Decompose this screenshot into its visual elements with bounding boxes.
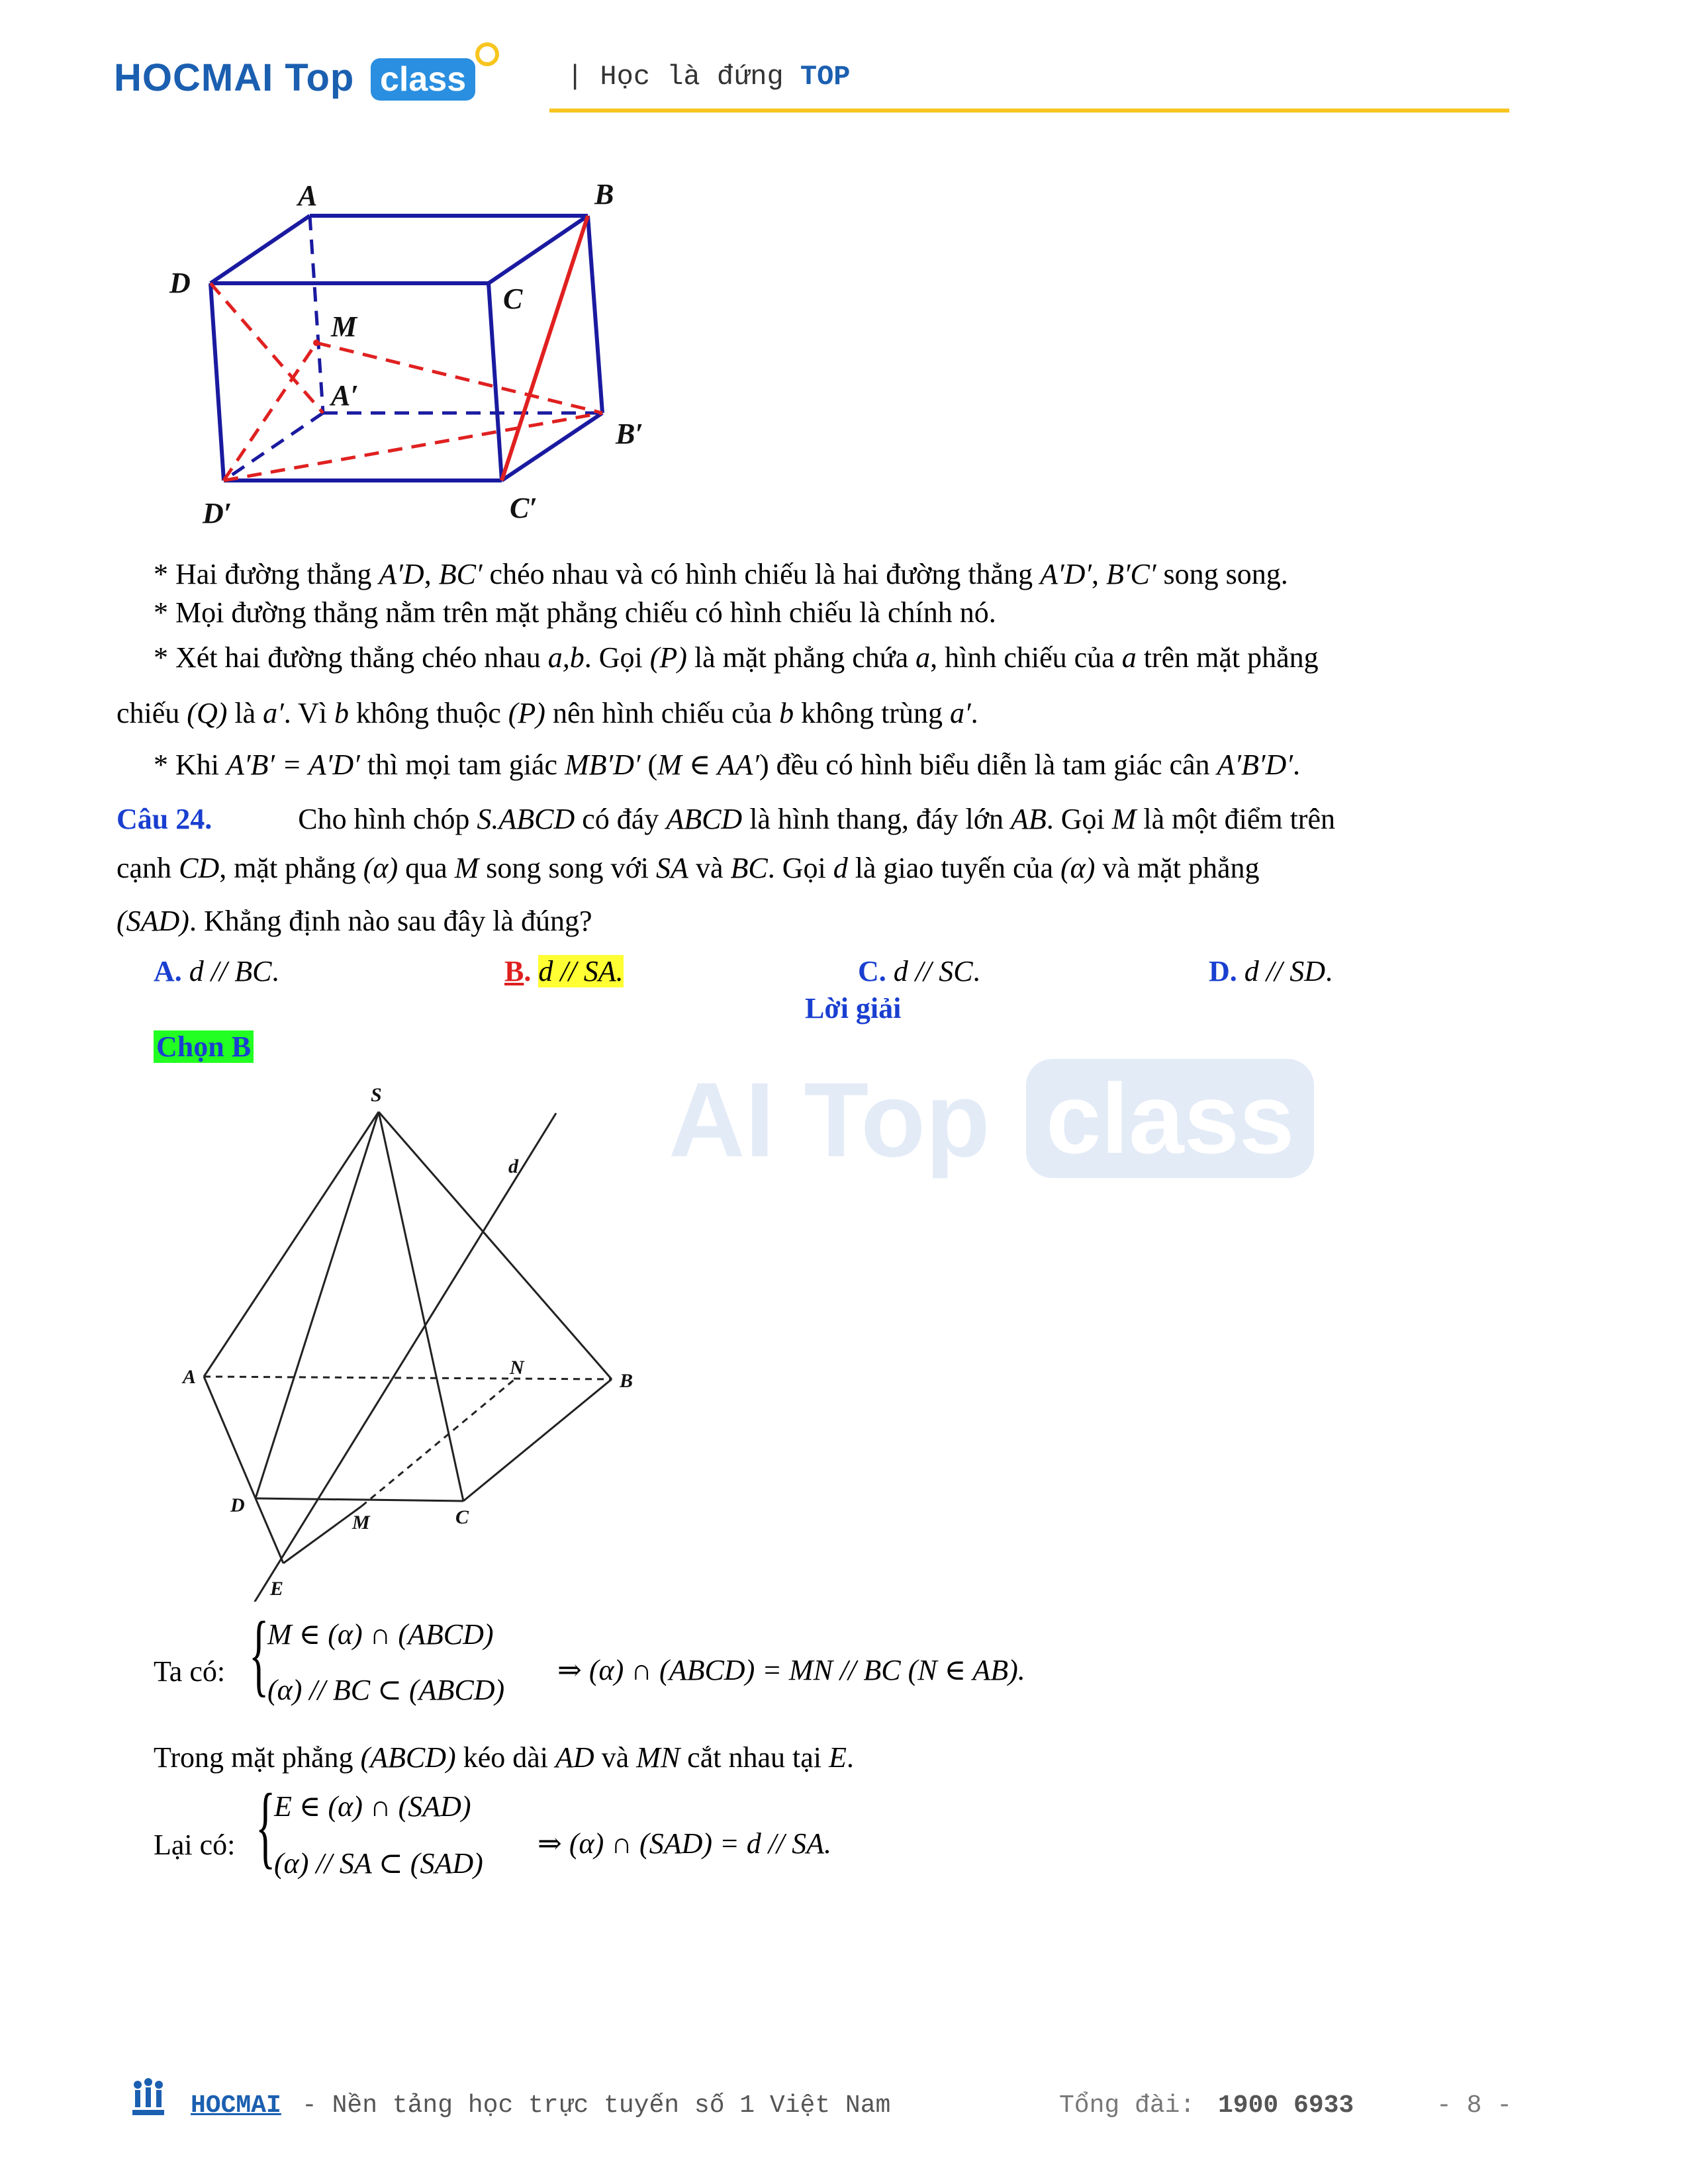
fig1-label-M: M: [331, 310, 357, 343]
solution-title: Lời giải: [805, 992, 902, 1024]
fig1-label-D1: D′: [203, 497, 232, 529]
question-label: Câu 24.: [117, 803, 212, 835]
fig1-label-C1: C′: [510, 492, 538, 524]
header-rule: [549, 109, 1509, 113]
system2-row2: (α) // SA ⊂ (SAD): [274, 1847, 483, 1880]
logo-text: HOCMAI Top: [114, 56, 355, 99]
tagline-top: TOP: [800, 61, 851, 93]
question-line-1: Câu 24. Cho hình chóp S.ABCD có đáy ABCD là hình thang, đáy lớn AB. Gọi M là một điểm trên: [117, 803, 1335, 835]
system1-row1: M ∈ (α) ∩ (ABCD): [267, 1618, 494, 1651]
fig2-label-A: A: [183, 1366, 197, 1388]
system2-row1: E ∈ (α) ∩ (SAD): [274, 1790, 471, 1823]
fig1-label-B: B: [594, 178, 614, 210]
footer-hotline-number: 1900 6933: [1218, 2091, 1354, 2120]
system2-result: ⇒ (α) ∩ (SAD) = d // SA.: [538, 1827, 832, 1860]
logo-sun-icon: [475, 42, 499, 66]
option-c[interactable]: C. d // SC.: [858, 955, 980, 987]
watermark-text: AI Top: [669, 1060, 990, 1179]
note-2: * Mọi đường thẳng nằm trên mặt phẳng chiếu có hình chiếu là chính nó.: [154, 596, 996, 629]
fig2-label-S: S: [371, 1084, 382, 1106]
fig2-label-N: N: [510, 1357, 524, 1379]
fig2-label-d: d: [508, 1156, 518, 1177]
fig2-label-C: C: [455, 1506, 469, 1528]
fig1-label-B1: B′: [616, 418, 643, 450]
fig2-label-M: M: [352, 1512, 370, 1533]
figure-pyramid: [172, 1072, 662, 1602]
note-3: * Xét hai đường thẳng chéo nhau a,b. Gọi (P) là mặt phẳng chứa a, hình chiếu của a trên mặt phẳng: [154, 641, 1319, 674]
option-a[interactable]: A. d // BC.: [154, 955, 279, 987]
question-line-3: (SAD). Khẳng định nào sau đây là đúng?: [117, 905, 592, 937]
logo-class-badge: class: [371, 58, 475, 101]
footer-brand-link[interactable]: HOCMAI: [191, 2091, 281, 2120]
question-line-2: cạnh CD, mặt phẳng (α) qua M song song với SA và BC. Gọi d là giao tuyến của (α) và mặt phẳng: [117, 852, 1260, 884]
system1-row2: (α) // BC ⊂ (ABCD): [267, 1674, 505, 1706]
ta-co-label: Ta có:: [154, 1655, 226, 1688]
fig2-label-D: D: [230, 1494, 245, 1516]
option-d[interactable]: D. d // SD.: [1209, 955, 1333, 987]
option-b-highlight: d // SA.: [538, 955, 624, 987]
fig1-label-D: D: [169, 267, 191, 299]
tagline-prefix: | Học là đứng: [567, 61, 800, 93]
figure-prism: [152, 172, 669, 529]
chosen-answer: Chọn B: [154, 1028, 254, 1066]
fig1-label-A: A: [298, 179, 318, 212]
footer-tagline: - Nền tảng học trực tuyến số 1 Việt Nam: [302, 2091, 891, 2120]
note-1: * Hai đường thẳng A′D, BC′ chéo nhau và có hình chiếu là hai đường thẳng A′D′, B′C′ song song.: [154, 558, 1288, 590]
brace-1: {: [249, 1603, 269, 1706]
hocmai-people-icon: [130, 2078, 167, 2124]
page-number: - 8 -: [1436, 2091, 1513, 2120]
watermark-class: class: [1026, 1059, 1314, 1178]
system1-result: ⇒ (α) ∩ (ABCD) = MN // BC (N ∈ AB).: [557, 1654, 1025, 1686]
fig2-label-B: B: [620, 1370, 633, 1392]
fig1-label-A1: A′: [331, 379, 359, 412]
note-4: chiếu (Q) là a′. Vì b không thuộc (P) nên hình chiếu của b không trùng a′.: [117, 697, 978, 729]
footer-hotline-label: Tổng đài:: [1059, 2091, 1196, 2120]
fig2-label-E: E: [270, 1578, 284, 1600]
trong-mat-phang-line: Trong mặt phẳng (ABCD) kéo dài AD và MN cắt nhau tại E.: [154, 1741, 854, 1774]
fig1-label-C: C: [503, 283, 523, 315]
tagline: [567, 61, 850, 93]
note-5: * Khi A′B′ = A′D′ thì mọi tam giác MB′D′ (M ∈ AA′) đều có hình biểu diễn là tam giác cân A′B′D′.: [154, 749, 1300, 781]
brace-2: {: [256, 1775, 276, 1878]
option-b[interactable]: B. d // SA.: [504, 955, 624, 987]
lai-co-label: Lại có:: [154, 1829, 236, 1861]
